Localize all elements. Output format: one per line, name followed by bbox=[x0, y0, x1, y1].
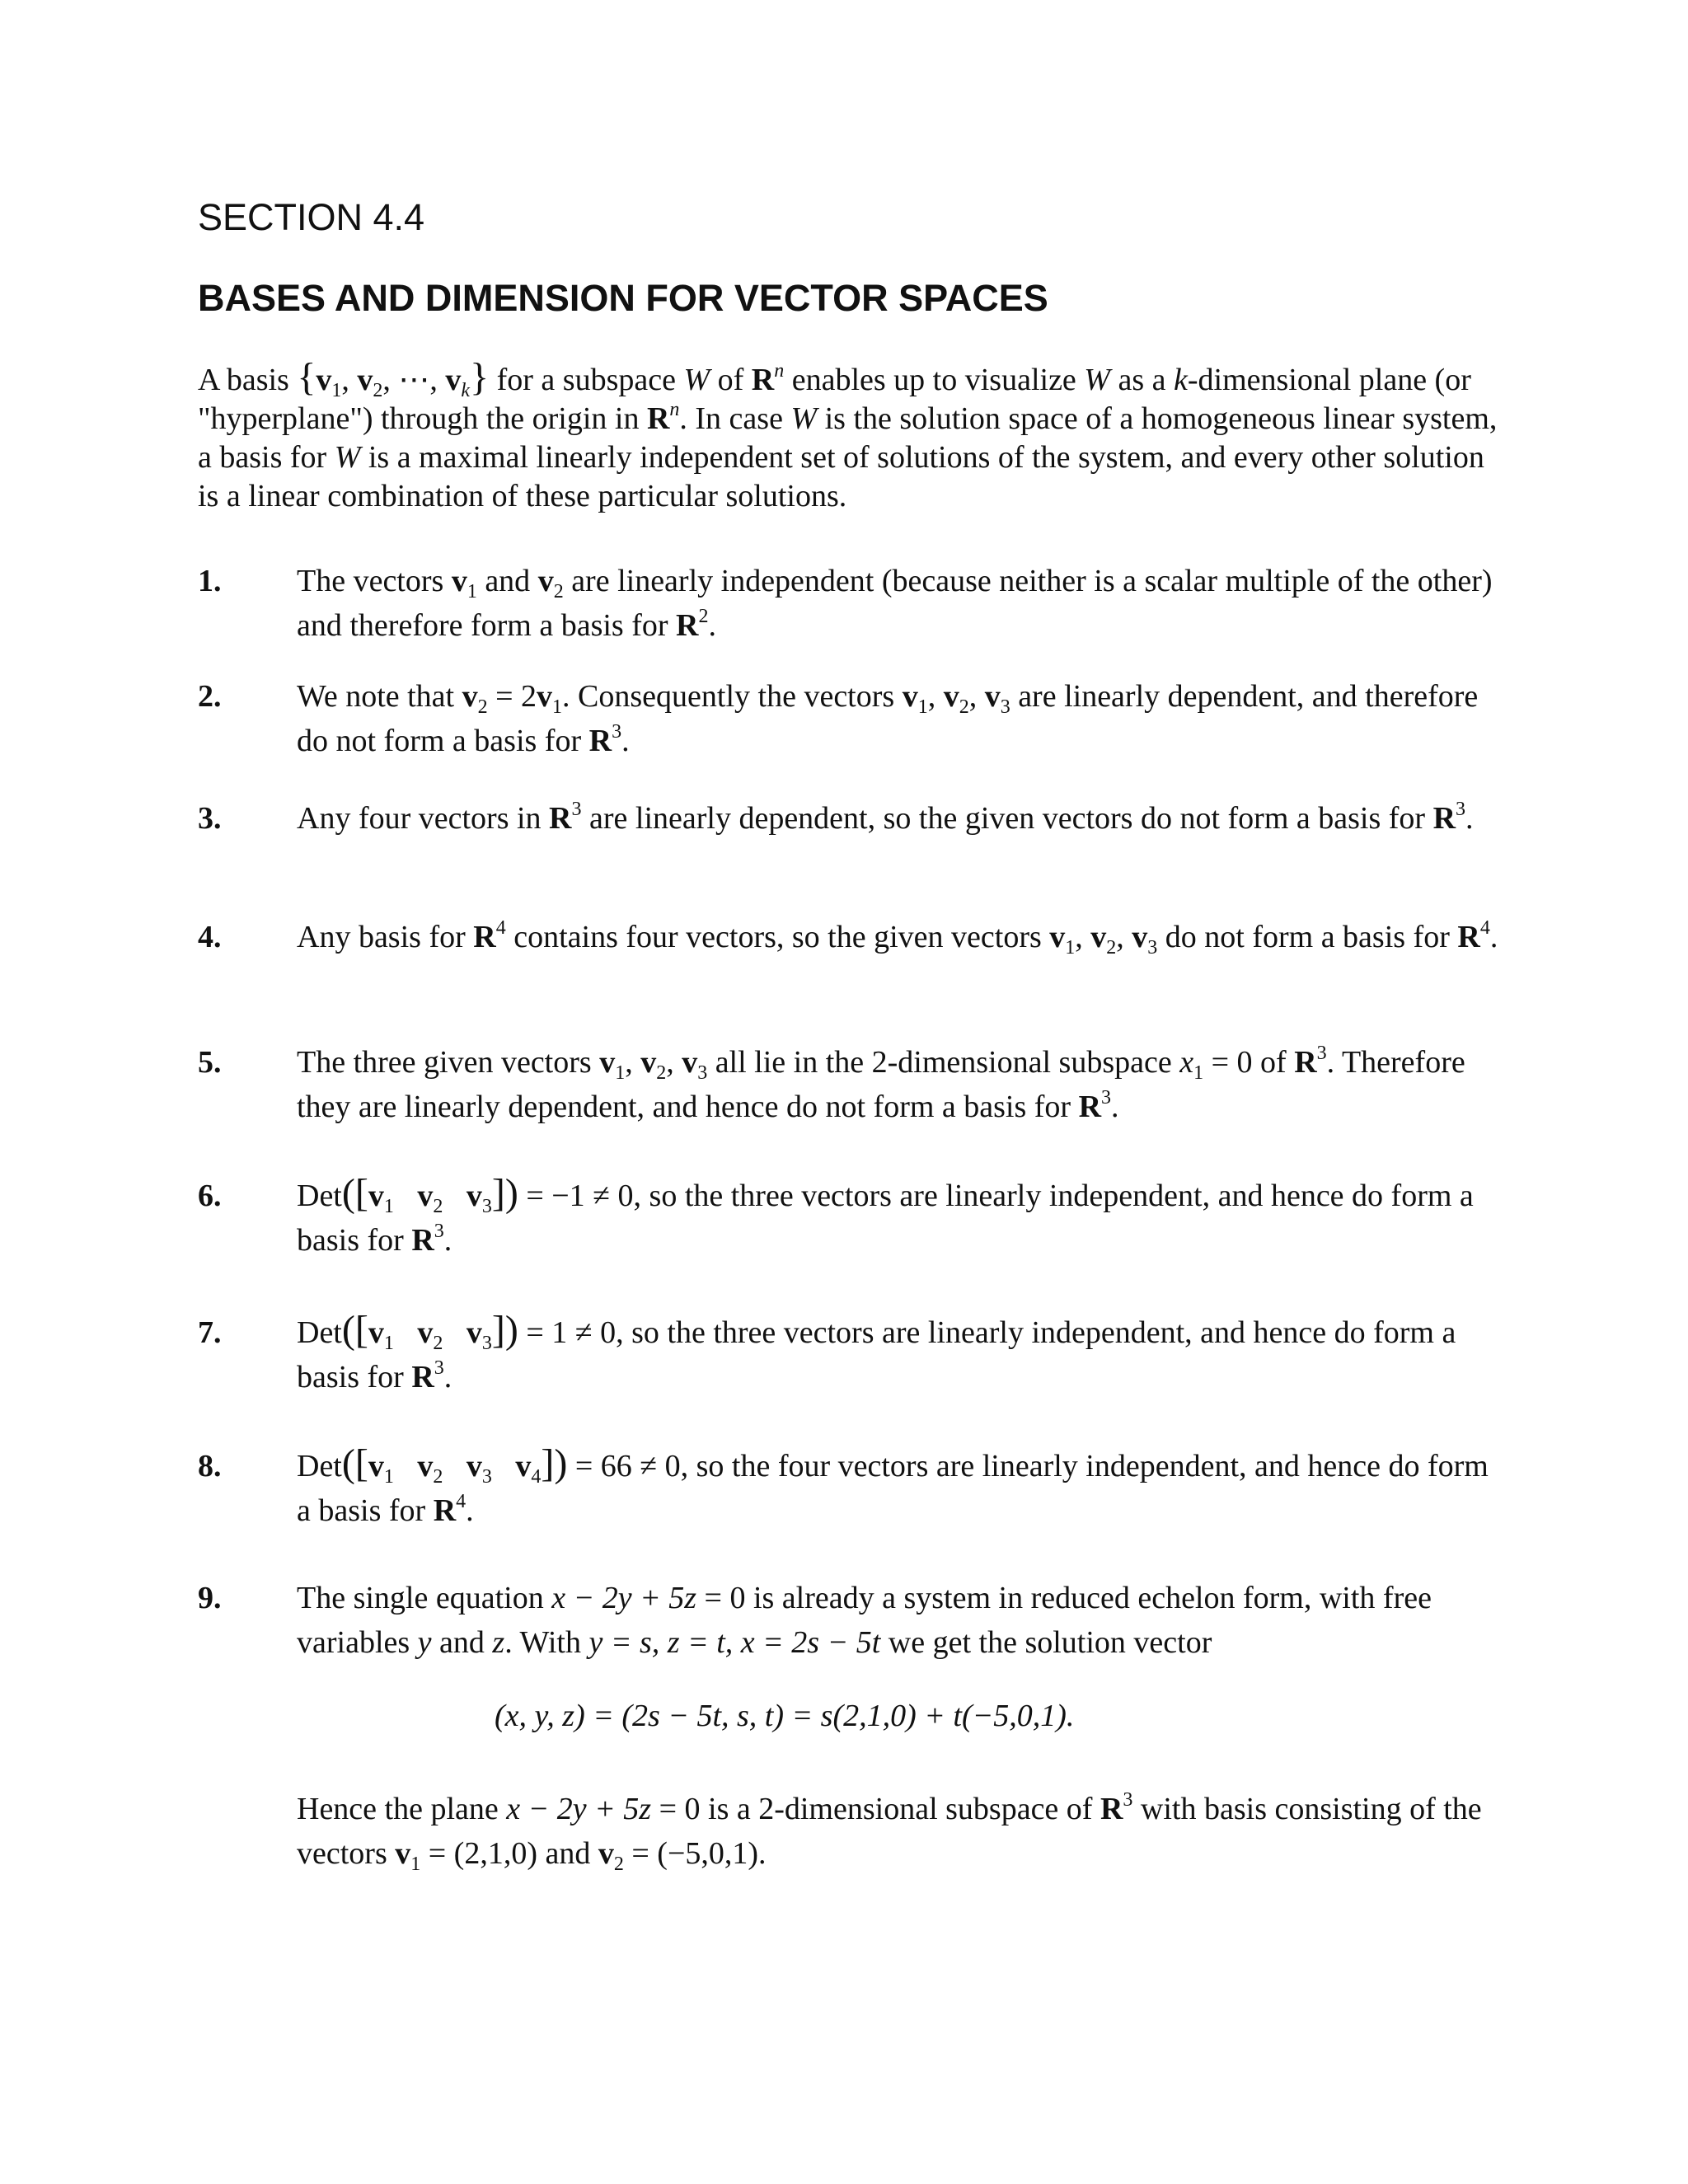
list-item: 3. Any four vectors in $R^3$ are linearly dependent, so the given vectors do not form a basis for $R^3$. bbox=[198, 799, 1474, 836]
solution-vector-equation: (x, y, z) = (2s − 5t, s, t) = s(2,1,0) + t(−5,0,1). bbox=[495, 1699, 1075, 1733]
list-item: 9. The single equation x − 2y + 5z = 0 is already a system in reduced echelon form, with free variables y and z. With y = s, z = t, x = 2s − 5t we get the solution vector bbox=[198, 1581, 1432, 1660]
page-title: BASES AND DIMENSION FOR VECTOR SPACES bbox=[198, 277, 1048, 319]
list-item: 6. $Det([v_1$ $v_2$ $v_3]) = -1 \ne 0$, so the three vectors are linearly independent, and hence do form a basis for $R^3$. bbox=[198, 1171, 1474, 1258]
list-item: 8. $Det([v_1$ $v_2$ $v_3$ $v_4]) = 66 \ne 0$, so the four vectors are linearly independent, and hence do form a basis for $R^4$. bbox=[198, 1441, 1489, 1528]
list-item: 4. Any basis for $R^4$ contains four vectors, so the given vectors $v_1$, $v_2$, $v_3$ do not form a basis for $R^4$. bbox=[198, 917, 1498, 958]
list-item: 5. The three given vectors $v_1$, $v_2$, $v_3$ all lie in the 2-dimensional subspace $x_1 = 0$ of $R^3$. Therefore they are linearly dependent, and hence do not form a basis for $R^3$. bbox=[198, 1043, 1465, 1124]
list-item-conclusion: Hence the plane x − 2y + 5z = 0 is a 2-dimensional subspace of $R^3$ with basis consisting of the vectors $v_1 = (2,1,0)$ and $v_2 = (-5,0,1)$. bbox=[297, 1789, 1482, 1875]
list-item: 2. We note that $v_2 = 2v_1$. Consequently the vectors $v_1$, $v_2$, $v_3$ are linearly dependent, and therefore do not form a basis for $R^3$. bbox=[198, 679, 1479, 758]
intro-paragraph: A basis {$v_1$, $v_2$, ⋯, $v_k$} for a subspace W of $R^n$ enables up to visualize W as a k-dimensional plane (or "hyperplane") through the origin in $R^n$. In case W is the solution space of a homogeneous linear system, a basis for W is a maximal linearly independent set of solutions of the system, and every other solution is a linear combination of these particular solutions. bbox=[198, 355, 1498, 513]
section-number: SECTION 4.4 bbox=[198, 196, 425, 238]
list-item: 7. $Det([v_1$ $v_2$ $v_3]) = 1 \ne 0$, so the three vectors are linearly independent, and hence do form a basis for $R^3$. bbox=[198, 1308, 1456, 1394]
list-item: 1. The vectors $v_1$ and $v_2$ are linearly independent (because neither is a scalar multiple of the other) and therefore form a basis for $R^2$. bbox=[198, 564, 1493, 643]
